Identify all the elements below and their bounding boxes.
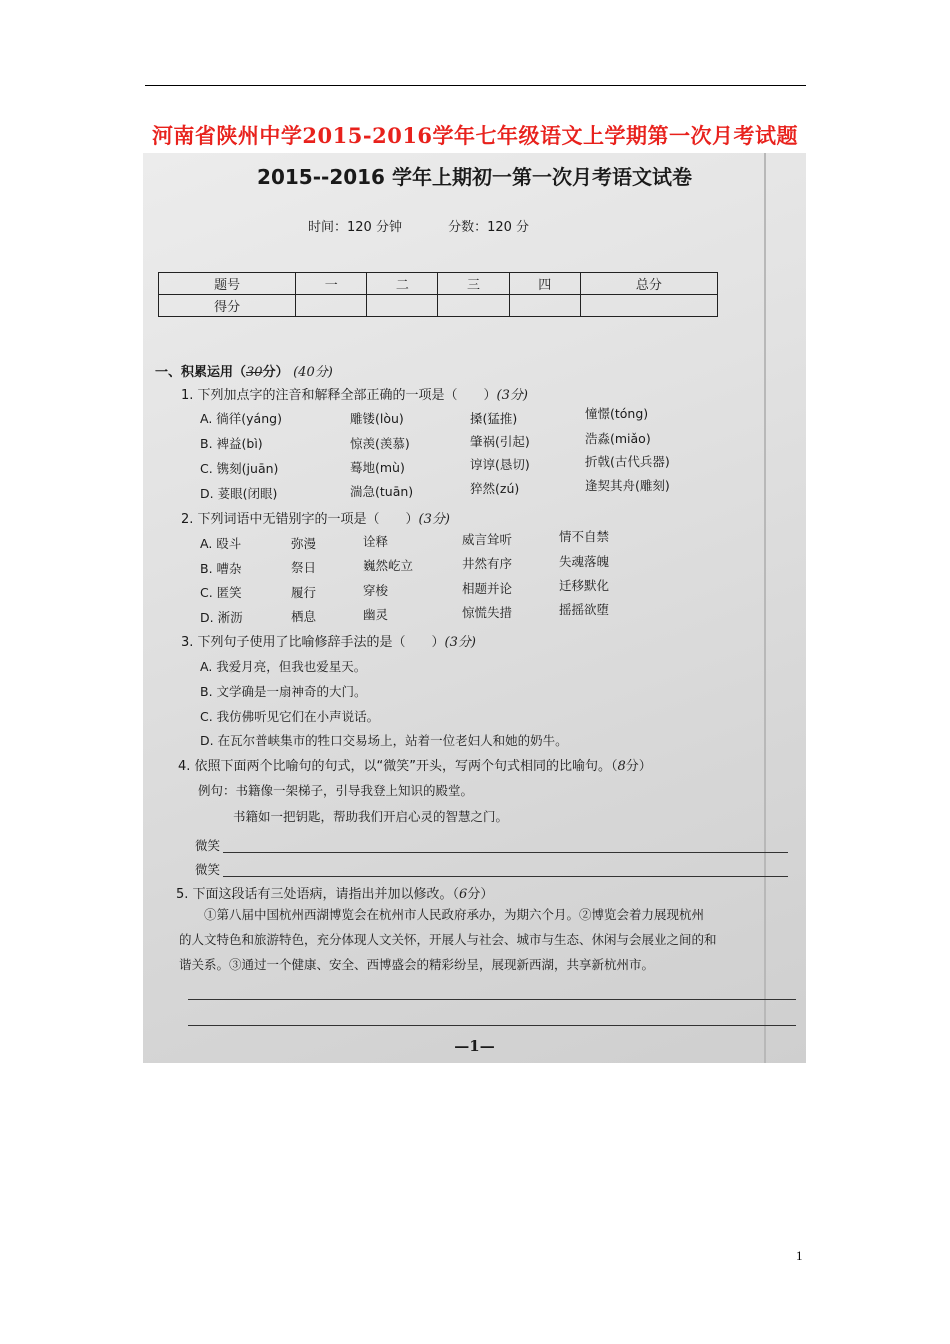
q1-option: A. 徜徉(yáng) (200, 411, 282, 426)
q2-option: 威言耸听 (462, 532, 513, 547)
q1-option: 搡(猛推) (470, 411, 518, 426)
q1-option: 逢契其舟(雕刻) (585, 478, 670, 493)
q2-option: 井然有序 (462, 556, 513, 571)
q2-option: B. 嘈杂 (200, 561, 242, 576)
score-cell: 二 (367, 273, 438, 295)
q2-option: 相题并论 (462, 581, 513, 596)
q2-option: 幽灵 (363, 607, 389, 622)
header-rule (145, 85, 806, 86)
q4-example-2: 书籍如一把钥匙，帮助我们开启心灵的智慧之门。 (233, 809, 509, 824)
score-cell: 一 (296, 273, 367, 295)
q3-option: A. 我爱月亮，但我也爱星天。 (200, 659, 367, 674)
q2-option: 履行 (291, 585, 317, 600)
score-cell: 四 (509, 273, 580, 295)
answer-line (188, 999, 796, 1000)
q2-option: C. 匿笑 (200, 585, 242, 600)
score-table-header (159, 273, 718, 295)
score-cell: 题号 (159, 273, 296, 295)
score-cell (438, 295, 509, 317)
score-table-row (159, 295, 718, 317)
q2-option: 诠释 (363, 534, 389, 549)
q2-option: 祭日 (291, 560, 317, 575)
score-cell: 总分 (580, 273, 717, 295)
q3-option: C. 我仿佛听见它们在小声说话。 (200, 709, 380, 724)
q2-option: D. 淅沥 (200, 610, 243, 625)
exam-score: 分数：120 分 (448, 220, 530, 235)
q1-option: 猝然(zú) (470, 481, 520, 496)
q4-example-1: 例句：书籍像一架梯子，引导我登上知识的殿堂。 (198, 783, 474, 798)
document-title: 河南省陕州中学2015-2016学年七年级语文上学期第一次月考试题 (151, 123, 799, 148)
q2-option: 巍然屹立 (363, 558, 414, 573)
score-cell (509, 295, 580, 317)
answer-line (188, 1025, 796, 1026)
exam-photo (143, 153, 806, 1063)
question-4: 4. 依照下面两个比喻句的句式，以“微笑”开头，写两个句式相同的比喻句。（8分） (178, 759, 652, 774)
q1-option: B. 裨益(bì) (200, 436, 263, 451)
question-1: 1. 下列加点字的注音和解释全部正确的一项是（ ）(3分) (181, 388, 528, 403)
q1-option: 憧憬(tóng) (585, 406, 649, 421)
q2-option: 弥漫 (291, 536, 317, 551)
q2-option: 摇摇欲堕 (559, 602, 610, 617)
q1-option: 雕镂(lòu) (350, 411, 404, 426)
q2-option: 栖息 (291, 609, 317, 624)
q1-option: 肇祸(引起) (470, 434, 530, 449)
question-3: 3. 下列句子使用了比喻修辞手法的是（ ）(3分) (181, 635, 476, 650)
score-cell: 三 (438, 273, 509, 295)
q2-option: 穿梭 (363, 583, 389, 598)
q2-option: 迁移默化 (559, 578, 610, 593)
q1-option: 惊羡(羡慕) (350, 436, 410, 451)
q3-option: B. 文学确是一扇神奇的大门。 (200, 684, 367, 699)
q1-option: 浩淼(miǎo) (585, 431, 651, 446)
q2-option: 失魂落魄 (559, 554, 610, 569)
score-table (158, 272, 718, 317)
q4-blank-label: 微笑 (195, 862, 221, 877)
q1-option: C. 镌刻(juān) (200, 461, 279, 476)
section-heading: 一、积累运用（30分） (40分) (155, 365, 333, 380)
q1-option: 湍急(tuān) (350, 484, 414, 499)
answer-line (223, 876, 788, 877)
exam-title: 2015--2016 学年上期初一第一次月考语文试卷 (257, 165, 692, 189)
score-cell (296, 295, 367, 317)
answer-line (223, 852, 788, 853)
q1-option: 谆谆(恳切) (470, 457, 530, 472)
score-cell: 得分 (159, 295, 296, 317)
score-cell (367, 295, 438, 317)
exam-time: 时间：120 分钟 (308, 220, 402, 235)
exam-meta (308, 216, 571, 235)
score-cell (580, 295, 717, 317)
photo-page-number: —1— (454, 1037, 495, 1055)
q5-passage: ①第八届中国杭州西湖博览会在杭州市人民政府承办，为期六个月。②博览会着力展现杭州 的人文特色和旅游特色，充分体现人文关怀，开展人与社会、城市与生态、休闲与会展业之间的和 谐关系。③通过一个健康、安全、西博盛会的精彩纷呈，展现新西湖，共享新杭州市。 (179, 907, 717, 972)
q2-option: A. 殴斗 (200, 536, 242, 551)
question-5: 5. 下面这段话有三处语病，请指出并加以修改。（6分） (176, 887, 494, 902)
q1-option: D. 荽眼(闭眼) (200, 486, 278, 501)
question-2: 2. 下列词语中无错别字的一项是（ ）(3分) (181, 512, 450, 527)
q2-option: 情不自禁 (559, 529, 610, 544)
q4-blank-label: 微笑 (195, 838, 221, 853)
q1-option: 折戟(古代兵器) (585, 454, 670, 469)
q2-option: 惊慌失措 (462, 605, 513, 620)
q3-option: D. 在瓦尔普峡集市的牲口交易场上，站着一位老妇人和她的奶牛。 (200, 733, 568, 748)
q1-option: 蓦地(mù) (350, 460, 405, 475)
page-number: 1 (796, 1248, 803, 1263)
